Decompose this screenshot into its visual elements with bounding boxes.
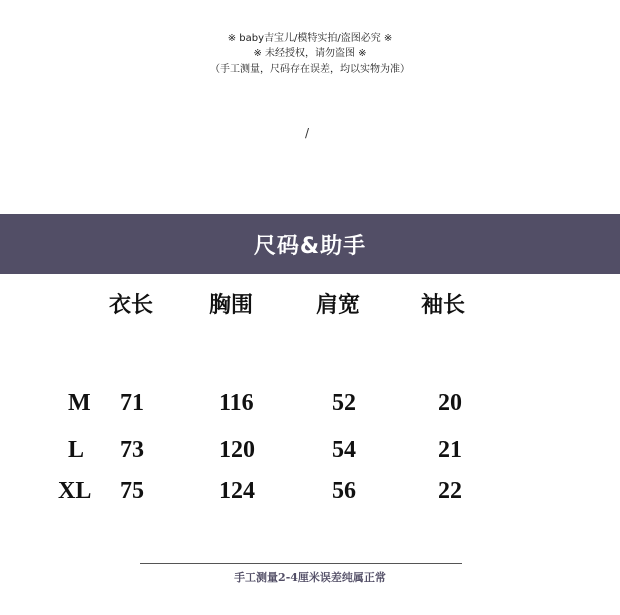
length-value-m: 71: [120, 390, 144, 416]
length-value-xl: 75: [120, 478, 144, 504]
header-length: 衣长: [109, 293, 154, 318]
notice-copyright: ※ baby吉宝儿/模特实拍/盗图必究 ※: [227, 33, 393, 44]
shoulder-value-l: 54: [332, 437, 356, 463]
chest-value-m: 116: [219, 390, 254, 416]
length-value-l: 73: [120, 437, 144, 463]
notice-measurement: （手工测量，尺码存在误差，均以实物为准）: [210, 64, 410, 75]
footer-divider: [140, 563, 462, 564]
header-chest: 胸围: [209, 293, 254, 318]
footer-note: 手工测量2-4厘米误差纯属正常: [234, 571, 386, 584]
size-label-m: M: [68, 390, 91, 416]
sleeve-value-m: 20: [438, 390, 462, 416]
header-shoulder: 肩宽: [316, 293, 361, 318]
chest-value-xl: 124: [219, 478, 255, 504]
size-label-l: L: [68, 437, 85, 463]
size-label-xl: XL: [58, 478, 92, 504]
size-chart-banner: [0, 214, 620, 274]
header-sleeve: 袖长: [421, 293, 466, 318]
banner-title: 尺码&助手: [253, 233, 367, 259]
sleeve-value-l: 21: [438, 437, 462, 463]
shoulder-value-xl: 56: [332, 478, 356, 504]
shoulder-value-m: 52: [332, 390, 356, 416]
sleeve-value-xl: 22: [438, 478, 462, 504]
notice-unauthorized: ※ 未经授权，请勿盗图 ※: [253, 48, 367, 59]
separator-slash: /: [305, 126, 310, 140]
chest-value-l: 120: [219, 437, 255, 463]
